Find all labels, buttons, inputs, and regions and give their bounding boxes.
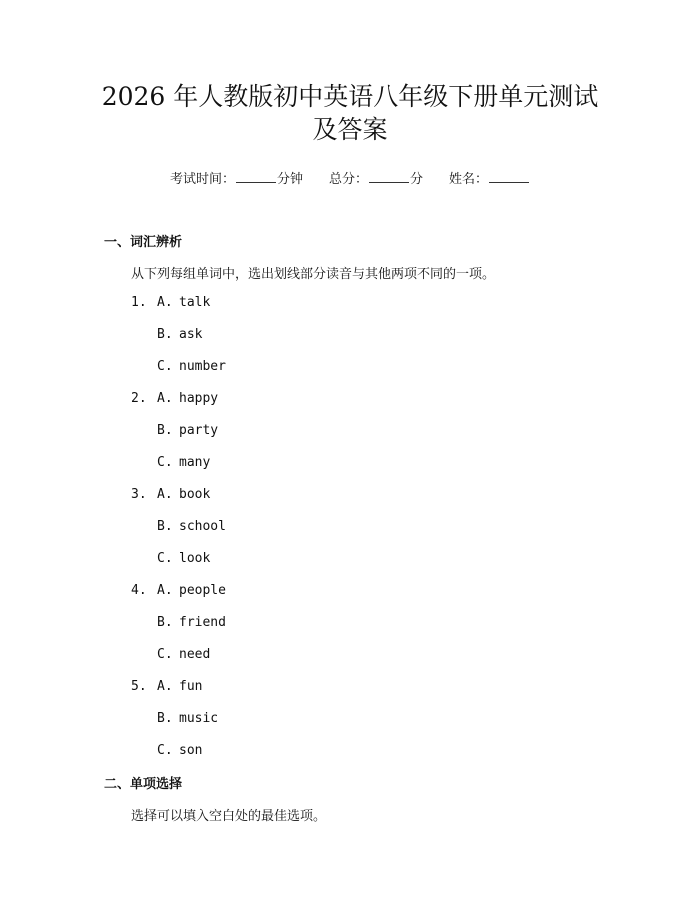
option-letter: A. [157,295,173,310]
option-text: people [179,583,226,598]
section-2-instruction: 选择可以填入空白处的最佳选项。 [131,809,327,824]
option-letter: B. [157,519,173,534]
option-5b [157,711,218,726]
option-3a [157,487,210,502]
option-text: look [179,551,211,566]
score-unit: 分 [410,172,424,187]
option-text: happy [179,391,219,406]
option-4a [157,583,226,598]
option-4b [157,615,226,630]
option-letter: B. [157,327,173,342]
exam-time [170,168,303,187]
page-title [90,80,610,146]
score-label: 总分： [328,172,368,187]
option-text: school [179,519,226,534]
option-5c [157,743,202,758]
time-blank [236,169,276,183]
section-1-heading: 一、词汇辨析 [104,235,183,250]
option-letter: B. [157,615,173,630]
option-text: book [179,487,211,502]
option-text: ask [179,327,203,342]
option-text: talk [179,295,211,310]
total-score [329,168,423,187]
name-blank [489,169,529,183]
option-5a [157,679,202,694]
option-2b [157,423,218,438]
option-letter: C. [157,359,173,374]
option-1a [157,295,210,310]
question-number: 3. [131,487,147,502]
title-line-1: 2026 年人教版初中英语八年级下册单元测试 [101,82,599,111]
option-text: party [179,423,219,438]
score-blank [369,169,409,183]
question-number: 1. [131,295,147,310]
section-1-instruction: 从下列每组单词中，选出划线部分读音与其他两项不同的一项。 [131,267,496,282]
name-label: 姓名： [449,172,489,187]
option-letter: B. [157,423,173,438]
title-line-2: 及答案 [312,115,388,144]
option-text: music [179,711,219,726]
option-4c [157,647,210,662]
option-3b [157,519,226,534]
option-2c [157,455,210,470]
option-letter: C. [157,455,173,470]
option-letter: A. [157,391,173,406]
option-2a [157,391,218,406]
option-letter: A. [157,487,173,502]
option-text: fun [179,679,203,694]
option-3c [157,551,210,566]
question-number: 5. [131,679,147,694]
time-unit: 分钟 [276,172,303,187]
option-letter: C. [157,647,173,662]
option-letter: C. [157,743,173,758]
option-text: number [179,359,226,374]
question-number: 4. [131,583,147,598]
option-letter: A. [157,583,173,598]
option-text: need [179,647,211,662]
option-text: son [179,743,203,758]
option-text: friend [179,615,226,630]
option-letter: B. [157,711,173,726]
question-number: 2. [131,391,147,406]
option-letter: A. [157,679,173,694]
time-label: 考试时间： [169,172,235,187]
option-text: many [179,455,211,470]
option-1b [157,327,202,342]
student-name [449,168,530,187]
section-2-heading: 二、单项选择 [104,777,183,792]
option-1c [157,359,226,374]
exam-meta [0,168,700,187]
option-letter: C. [157,551,173,566]
